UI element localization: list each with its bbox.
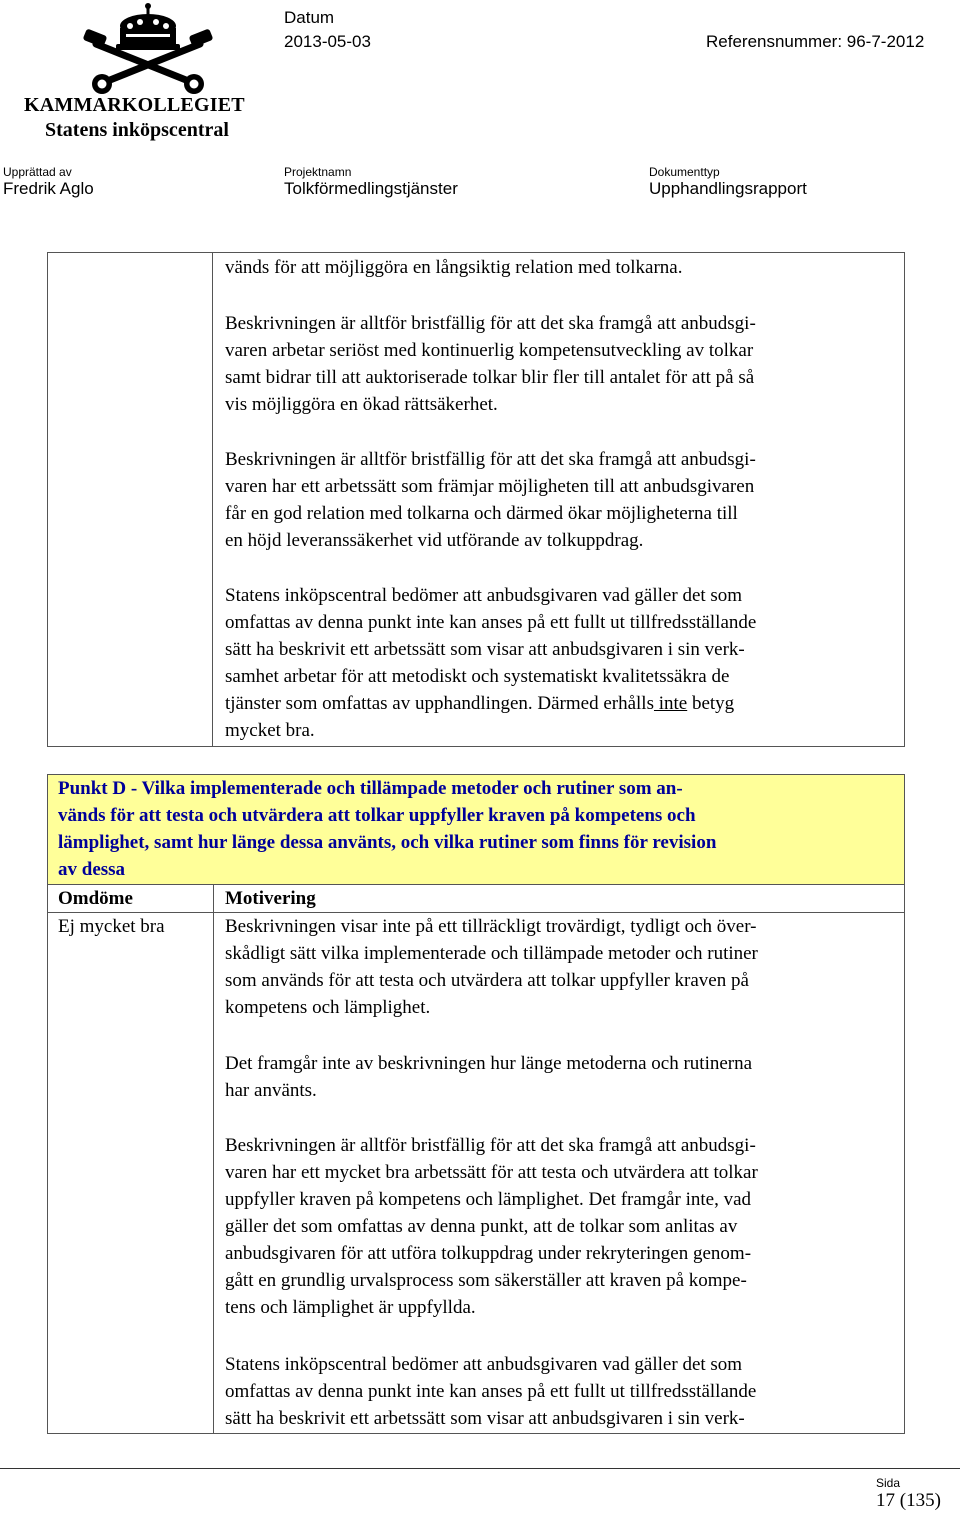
motivering-paragraph-4 — [225, 582, 897, 744]
punkt-d-paragraph-3: Beskrivningen är alltför bristfällig för att det ska framgå att anbudsgi- varen har ett mycket bra arbetssätt för att testa och utvärdera att tolkar uppfyller kraven på kompetens och lämplighet. Det framgår inte, vad gäller det som omfattas av denna punkt, att de tolkar som anlitas av anbudsgivaren för att utföra tolkuppdrag under rekryteringen genom- gått en grundlig urvalsprocess som säkerställer att kraven på kompe- tens och lämplighet är uppfyllda. — [225, 1135, 758, 1318]
column-header-row — [48, 885, 904, 913]
punkt-d-paragraph-2: Det framgår inte av beskrivningen hur länge metoderna och rutinerna har använts. — [225, 1053, 753, 1101]
underlined-inte: inte — [653, 693, 688, 714]
projekt-label: Projektnamn — [284, 165, 352, 179]
punkt-d-table — [47, 774, 905, 1434]
evaluation-table-continued — [47, 252, 905, 747]
page-label: Sida — [876, 1476, 901, 1490]
omdome-rating: Ej mycket bra — [58, 916, 165, 937]
omdome-cell-empty — [48, 253, 213, 746]
reference-number: Referensnummer: 96-7-2012 — [706, 32, 925, 51]
datum-value: 2013-05-03 — [284, 32, 371, 51]
motivering-paragraph-2: Beskrivningen är alltför bristfällig för att det ska framgå att anbudsgi- varen arbetar seriöst med kontinuerlig kompetensutveckling av tolkar samt bidrar till att auktoriserade tolkar blir fler till antalet för att på så vis möjliggöra en ökad rättsäkerhet. — [225, 313, 756, 415]
dokumenttyp-label: Dokumenttyp — [649, 165, 720, 179]
column-header-omdome: Omdöme — [58, 888, 133, 909]
paragraph-4-last-line: mycket bra. — [225, 720, 315, 741]
punkt-d-heading: Punkt D - Vilka implementerade och tillämpade metoder och rutiner som an- vänds för att testa och utvärdera att tolkar uppfyller kraven på kompetens och lämplighet, samt hur länge dessa använts, och vilka rutiner som finns för revision av dessa — [58, 778, 717, 880]
punkt-d-paragraph-1: Beskrivningen visar inte på ett tillräckligt trovärdigt, tydligt och över- skådligt sätt vilka implementerade och tillämpade metoder och rutiner som används för att testa och utvärdera att tolkar uppfyller kraven på kompetens och lämplighet. — [225, 916, 758, 1018]
paragraph-4-text: Statens inköpscentral bedömer att anbudsgivaren vad gäller det som omfattas av denna punkt inte kan anses på ett fullt ut tillfredsställande sätt ha beskrivit ett arbetssätt som visar att anbudsgivaren i sin verk- samhet arbetar för att metodiskt och systematiskt kvalitetssäkra de tjänster som omfattas av upphandlingen. Därmed erhålls — [225, 585, 757, 714]
motivering-paragraph-1: vänds för att möjliggöra en långsiktig relation med tolkarna. — [225, 257, 683, 278]
datum-label: Datum — [284, 8, 335, 27]
projekt-value: Tolkförmedlingstjänster — [284, 179, 458, 198]
column-header-motivering: Motivering — [225, 888, 316, 909]
kammarkollegiet-crown-keys-logo — [78, 2, 218, 94]
dokumenttyp-value: Upphandlingsrapport — [649, 179, 807, 198]
paragraph-4-after: betyg — [687, 693, 735, 714]
upprattad-value: Fredrik Aglo — [3, 179, 94, 198]
column-divider — [213, 885, 214, 1433]
footer-rule — [0, 1468, 960, 1469]
punkt-d-paragraph-4: Statens inköpscentral bedömer att anbudsgivaren vad gäller det som omfattas av denna punkt inte kan anses på ett fullt ut tillfredsställande sätt ha beskrivit ett arbetssätt som visar att anbudsgivaren i sin verk- — [225, 1354, 757, 1429]
org-name: KAMMARKOLLEGIET — [24, 94, 245, 116]
upprattad-label: Upprättad av — [3, 165, 72, 179]
page-number: 17 (135) — [876, 1490, 941, 1511]
motivering-paragraph-3: Beskrivningen är alltför bristfällig för att det ska framgå att anbudsgi- varen har ett arbetssätt som främjar möjligheten till att anbudsgivaren får en god relation med tolkarna och därmed ökar möjligheterna till en höjd leveranssäkerhet vid utförande av tolkuppdrag. — [225, 449, 756, 551]
org-subname: Statens inköpscentral — [45, 119, 229, 141]
punkt-d-heading-row — [48, 775, 904, 885]
